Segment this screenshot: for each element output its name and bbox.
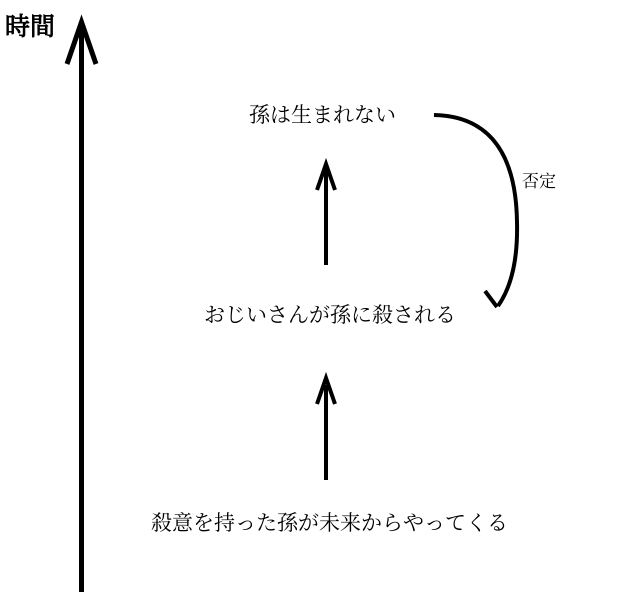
curved-negation-arrow-icon [434, 115, 517, 307]
up-arrow-icon [317, 378, 335, 480]
event-text-grandchild-not-born: 孫は生まれない [249, 104, 396, 127]
negation-arrow-label: 否定 [522, 172, 556, 191]
time-axis-label: 時間 [5, 13, 56, 41]
event-text-grandchild-comes-from-future: 殺意を持った孫が未来からやってくる [151, 512, 508, 535]
event-text-grandfather-killed: おじいさんが孫に殺される [204, 304, 456, 327]
time-axis-up-arrow-icon [67, 22, 96, 592]
up-arrow-icon [317, 164, 335, 265]
